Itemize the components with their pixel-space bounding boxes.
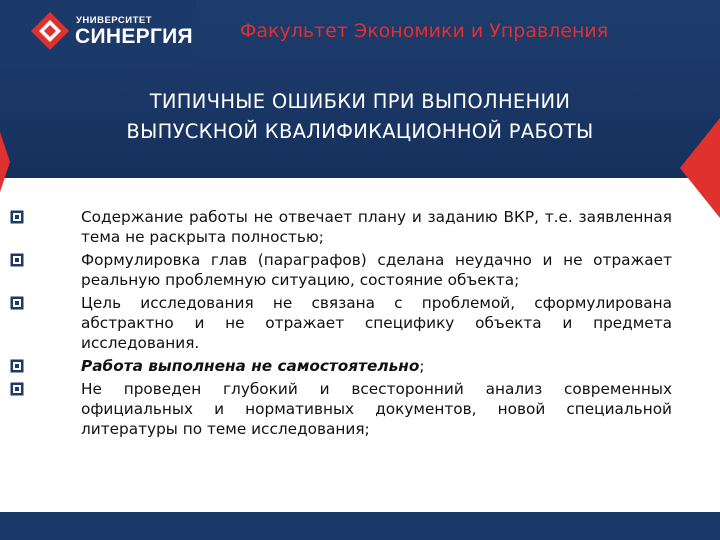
list-item	[10, 293, 672, 353]
list-item-text: Содержание работы не отвечает плану и заданию ВКР, т.е. заявленная тема не раскрыта полностью;	[81, 208, 672, 246]
checkbox-bullet-icon	[10, 210, 24, 224]
right-red-triangle-decoration	[680, 118, 720, 218]
slide-title	[60, 87, 660, 147]
checkbox-bullet-icon	[10, 382, 24, 396]
checkbox-bullet-icon	[10, 296, 24, 310]
list-item	[10, 250, 672, 290]
list-item-text: Формулировка глав (параграфов) сделана неудачно и не отражает реальную проблемную ситуацию, состояние объекта;	[81, 251, 672, 289]
slide-title-line-2: ВЫПУСКНОЙ КВАЛИФИКАЦИОННОЙ РАБОТЫ	[126, 120, 594, 143]
left-red-triangle-decoration	[0, 132, 10, 192]
errors-list	[10, 207, 672, 439]
list-item-emphasis: Работа выполнена не самостоятельно	[81, 357, 420, 375]
header-banner	[0, 0, 720, 178]
footer-bar	[0, 512, 720, 540]
list-item	[10, 207, 672, 247]
list-item-text: Цель исследования не связана с проблемой, сформулирована абстрактно и не отражает специфику объекта и предмета исследования.	[81, 294, 672, 352]
checkbox-bullet-icon	[10, 359, 24, 373]
logo-top-text: УНИВЕРСИТЕТ	[76, 15, 153, 26]
list-item	[10, 356, 672, 376]
faculty-name: Факультет Экономики и Управления	[240, 20, 609, 42]
list-item	[10, 379, 672, 439]
list-item-text: Не проведен глубокий и всесторонний анализ современных официальных и нормативных документов, новой специальной литературы по теме исследования;	[81, 380, 672, 438]
logo-bottom-text: СИНЕРГИЯ	[75, 25, 193, 48]
logo	[0, 0, 196, 66]
slide-title-line-1: ТИПИЧНЫЕ ОШИБКИ ПРИ ВЫПОЛНЕНИИ	[149, 90, 571, 113]
list-item-text: ;	[419, 357, 425, 375]
checkbox-bullet-icon	[10, 253, 24, 267]
logo-diamond-icon	[30, 11, 70, 51]
